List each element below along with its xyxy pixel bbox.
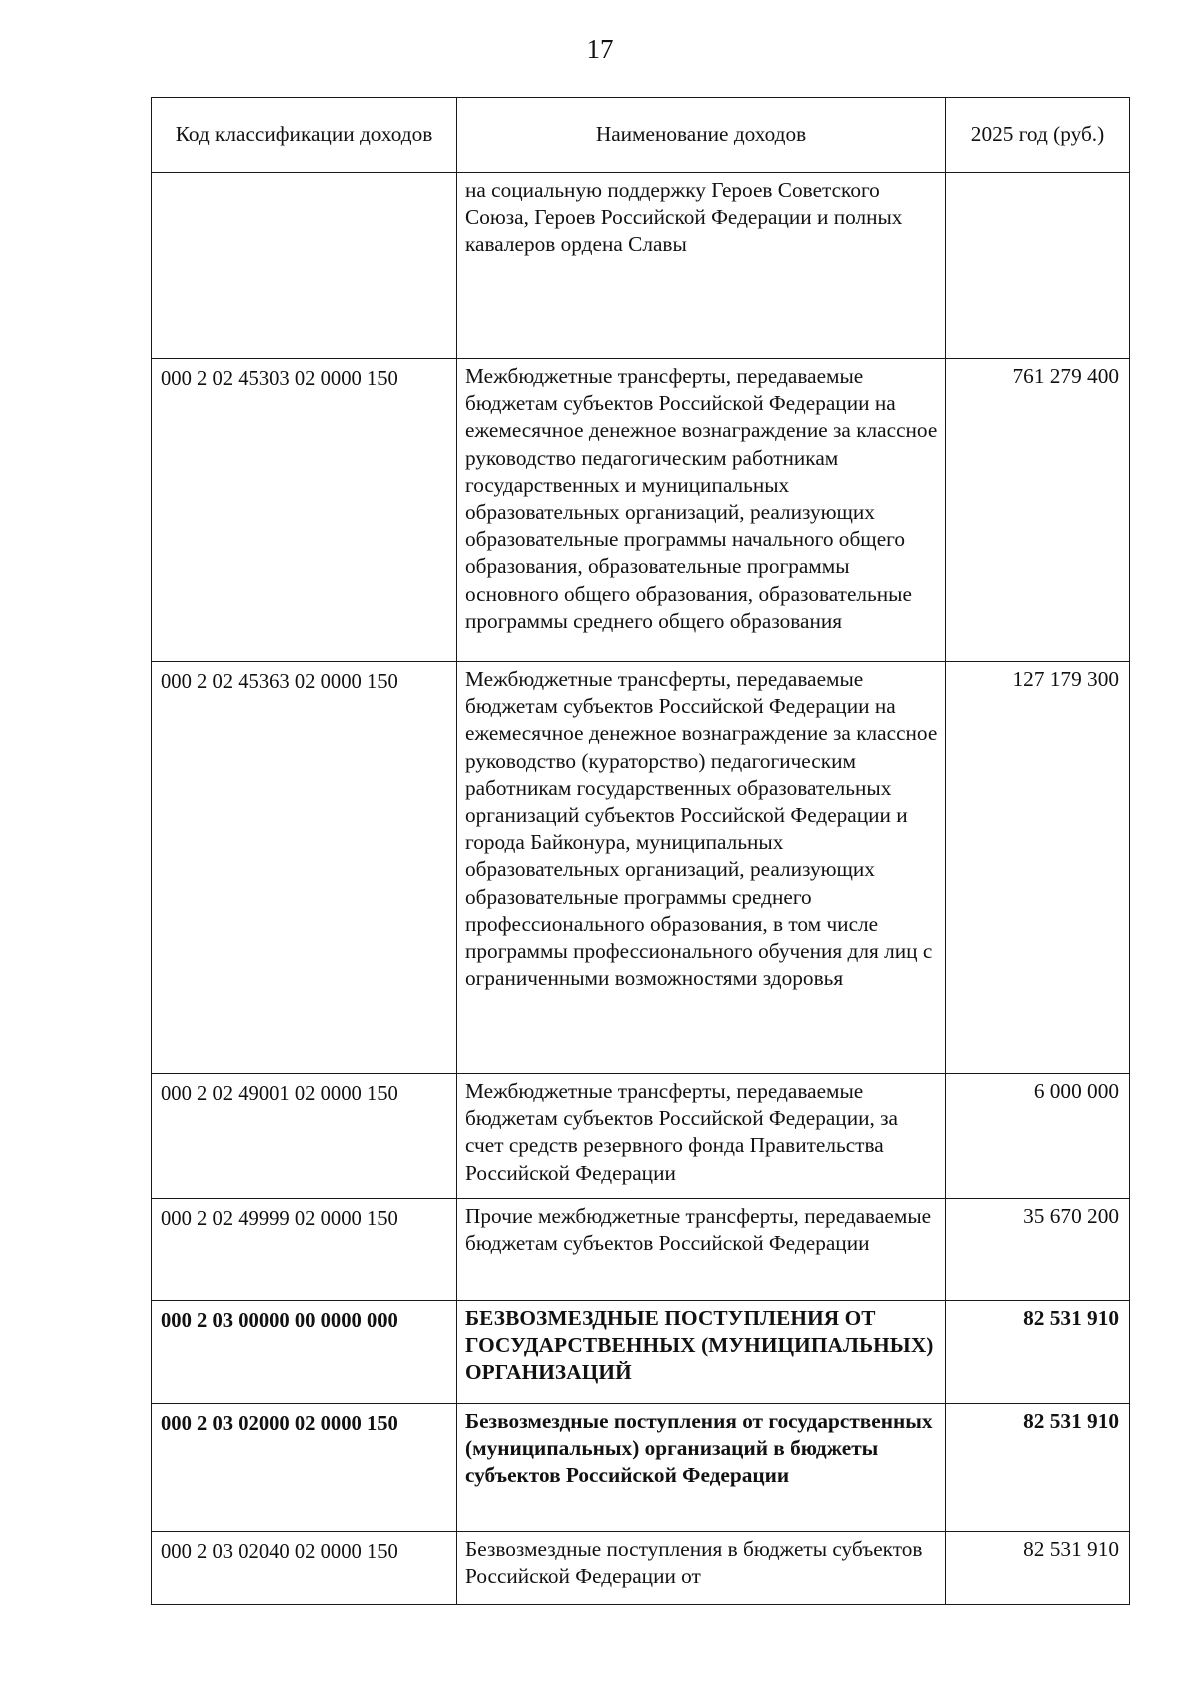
row-name: БЕЗВОЗМЕЗДНЫЕ ПОСТУПЛЕНИЯ ОТ ГОСУДАРСТВЕННЫХ (МУНИЦИПАЛЬНЫХ) ОРГАНИЗАЦИЙ	[457, 1301, 946, 1404]
table-row	[152, 1532, 1130, 1605]
row-name: Межбюджетные трансферты, передаваемые бюджетам субъектов Российской Федерации, за счет средств резервного фонда Правительства Российской Федерации	[457, 1074, 946, 1199]
row-amount: 82 531 910	[946, 1532, 1130, 1605]
table-row-subsection	[152, 1404, 1130, 1532]
table-row	[152, 1199, 1130, 1301]
row-code: 000 2 02 49001 02 0000 150	[152, 1074, 457, 1199]
row-name: Безвозмездные поступления в бюджеты субъектов Российской Федерации от	[457, 1532, 946, 1605]
row-code: 000 2 02 45303 02 0000 150	[152, 359, 457, 662]
row-amount: 82 531 910	[946, 1404, 1130, 1532]
row-code: 000 2 03 00000 00 0000 000	[152, 1301, 457, 1404]
row-code	[152, 173, 457, 359]
row-name: Межбюджетные трансферты, передаваемые бюджетам субъектов Российской Федерации на ежемесячное денежное вознаграждение за классное руководство педагогическим работникам государственных и муниципальных образовательных организаций, реализующих образовательные программы начального общего образования, образовательные программы основного общего образования, образовательные программы среднего общего образования	[457, 359, 946, 662]
row-amount: 35 670 200	[946, 1199, 1130, 1301]
row-name: Безвозмездные поступления от государственных (муниципальных) организаций в бюджеты субъектов Российской Федерации	[457, 1404, 946, 1532]
header-amount: 2025 год (руб.)	[946, 98, 1130, 173]
row-amount: 761 279 400	[946, 359, 1130, 662]
row-amount: 127 179 300	[946, 662, 1130, 1074]
table-row	[152, 359, 1130, 662]
row-code: 000 2 03 02000 02 0000 150	[152, 1404, 457, 1532]
row-amount: 82 531 910	[946, 1301, 1130, 1404]
table-row	[152, 662, 1130, 1074]
row-code: 000 2 03 02040 02 0000 150	[152, 1532, 457, 1605]
row-code: 000 2 02 49999 02 0000 150	[152, 1199, 457, 1301]
header-code: Код классификации доходов	[152, 98, 457, 173]
revenue-table	[151, 97, 1130, 1605]
header-name: Наименование доходов	[457, 98, 946, 173]
table-row	[152, 1074, 1130, 1199]
row-name: Прочие межбюджетные трансферты, передаваемые бюджетам субъектов Российской Федерации	[457, 1199, 946, 1301]
row-name: Межбюджетные трансферты, передаваемые бюджетам субъектов Российской Федерации на ежемесячное денежное вознаграждение за классное руководство (кураторство) педагогическим работникам государственных образовательных организаций субъектов Российской Федерации и города Байконура, муниципальных образовательных организаций, реализующих образовательные программы среднего профессионального образования, в том числе программы профессионального обучения для лиц с ограниченными возможностями здоровья	[457, 662, 946, 1074]
row-name: на социальную поддержку Героев Советского Союза, Героев Российской Федерации и полных кавалеров ордена Славы	[457, 173, 946, 359]
table-row	[152, 173, 1130, 359]
row-amount: 6 000 000	[946, 1074, 1130, 1199]
table-header-row	[152, 98, 1130, 173]
row-code: 000 2 02 45363 02 0000 150	[152, 662, 457, 1074]
table-row-section	[152, 1301, 1130, 1404]
page-number: 17	[586, 34, 614, 64]
row-amount	[946, 173, 1130, 359]
